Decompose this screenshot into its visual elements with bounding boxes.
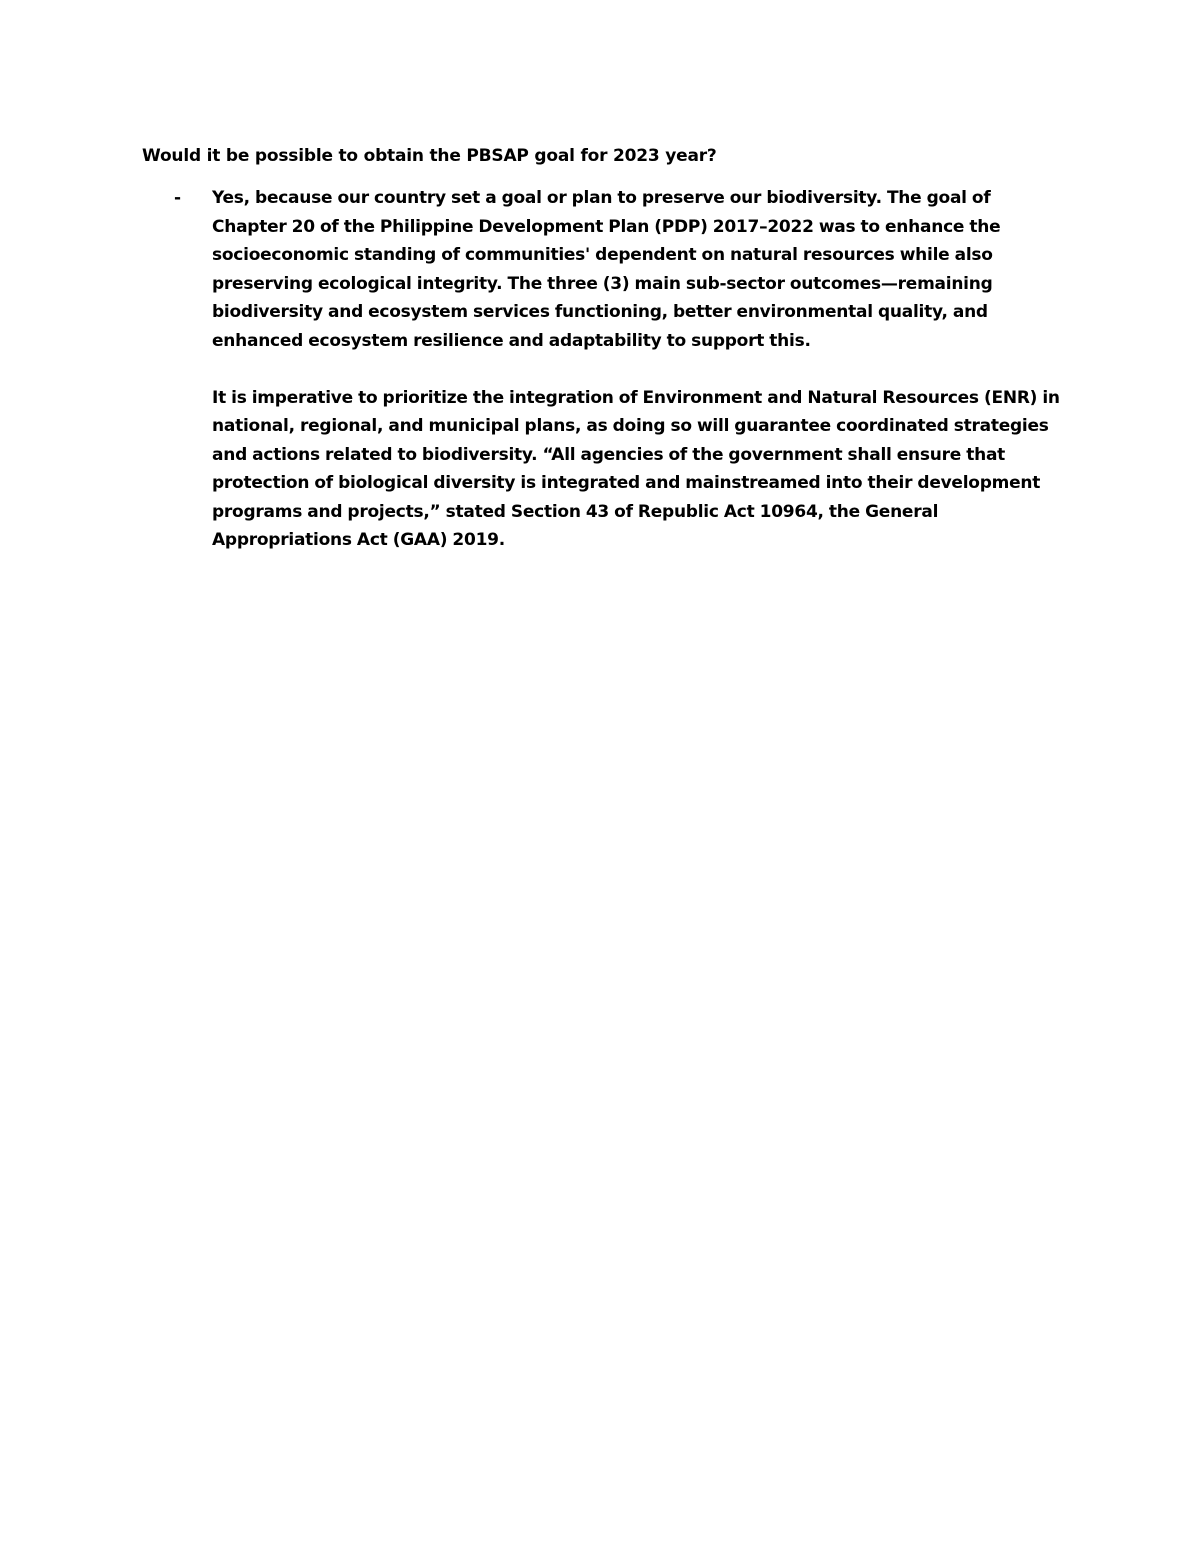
answer-paragraph-1: Yes, because our country set a goal or plan to preserve our biodiversity. The goal of Chapter 20 of the Philippine Development Plan (PDP) 2017–2022 was to enhance the socioeconomic standing of communities' dependent on natural resources while also preserving ecological integrity. The three (3) main sub-sector outcomes—remaining biodiversity and ecosystem services functioning, better environmental quality, and enhanced ecosystem resilience and adaptability to support this. bbox=[212, 188, 1001, 351]
question-heading: Would it be possible to obtain the PBSAP goal for 2023 year? bbox=[142, 146, 717, 166]
answer-bullet-item bbox=[142, 184, 1062, 583]
answer-text bbox=[212, 184, 1062, 555]
bullet-dash: - bbox=[174, 188, 182, 208]
answer-paragraph-2: It is imperative to prioritize the integration of Environment and Natural Resources (ENR) in national, regional, and municipal plans, as doing so will guarantee coordinated strategies and actions related to biodiversity. “All agencies of the government shall ensure that protection of biological diversity is integrated and mainstreamed into their development programs and projects,” stated Section 43 of Republic Act 10964, the General Appropriations Act (GAA) 2019. bbox=[212, 387, 1060, 550]
